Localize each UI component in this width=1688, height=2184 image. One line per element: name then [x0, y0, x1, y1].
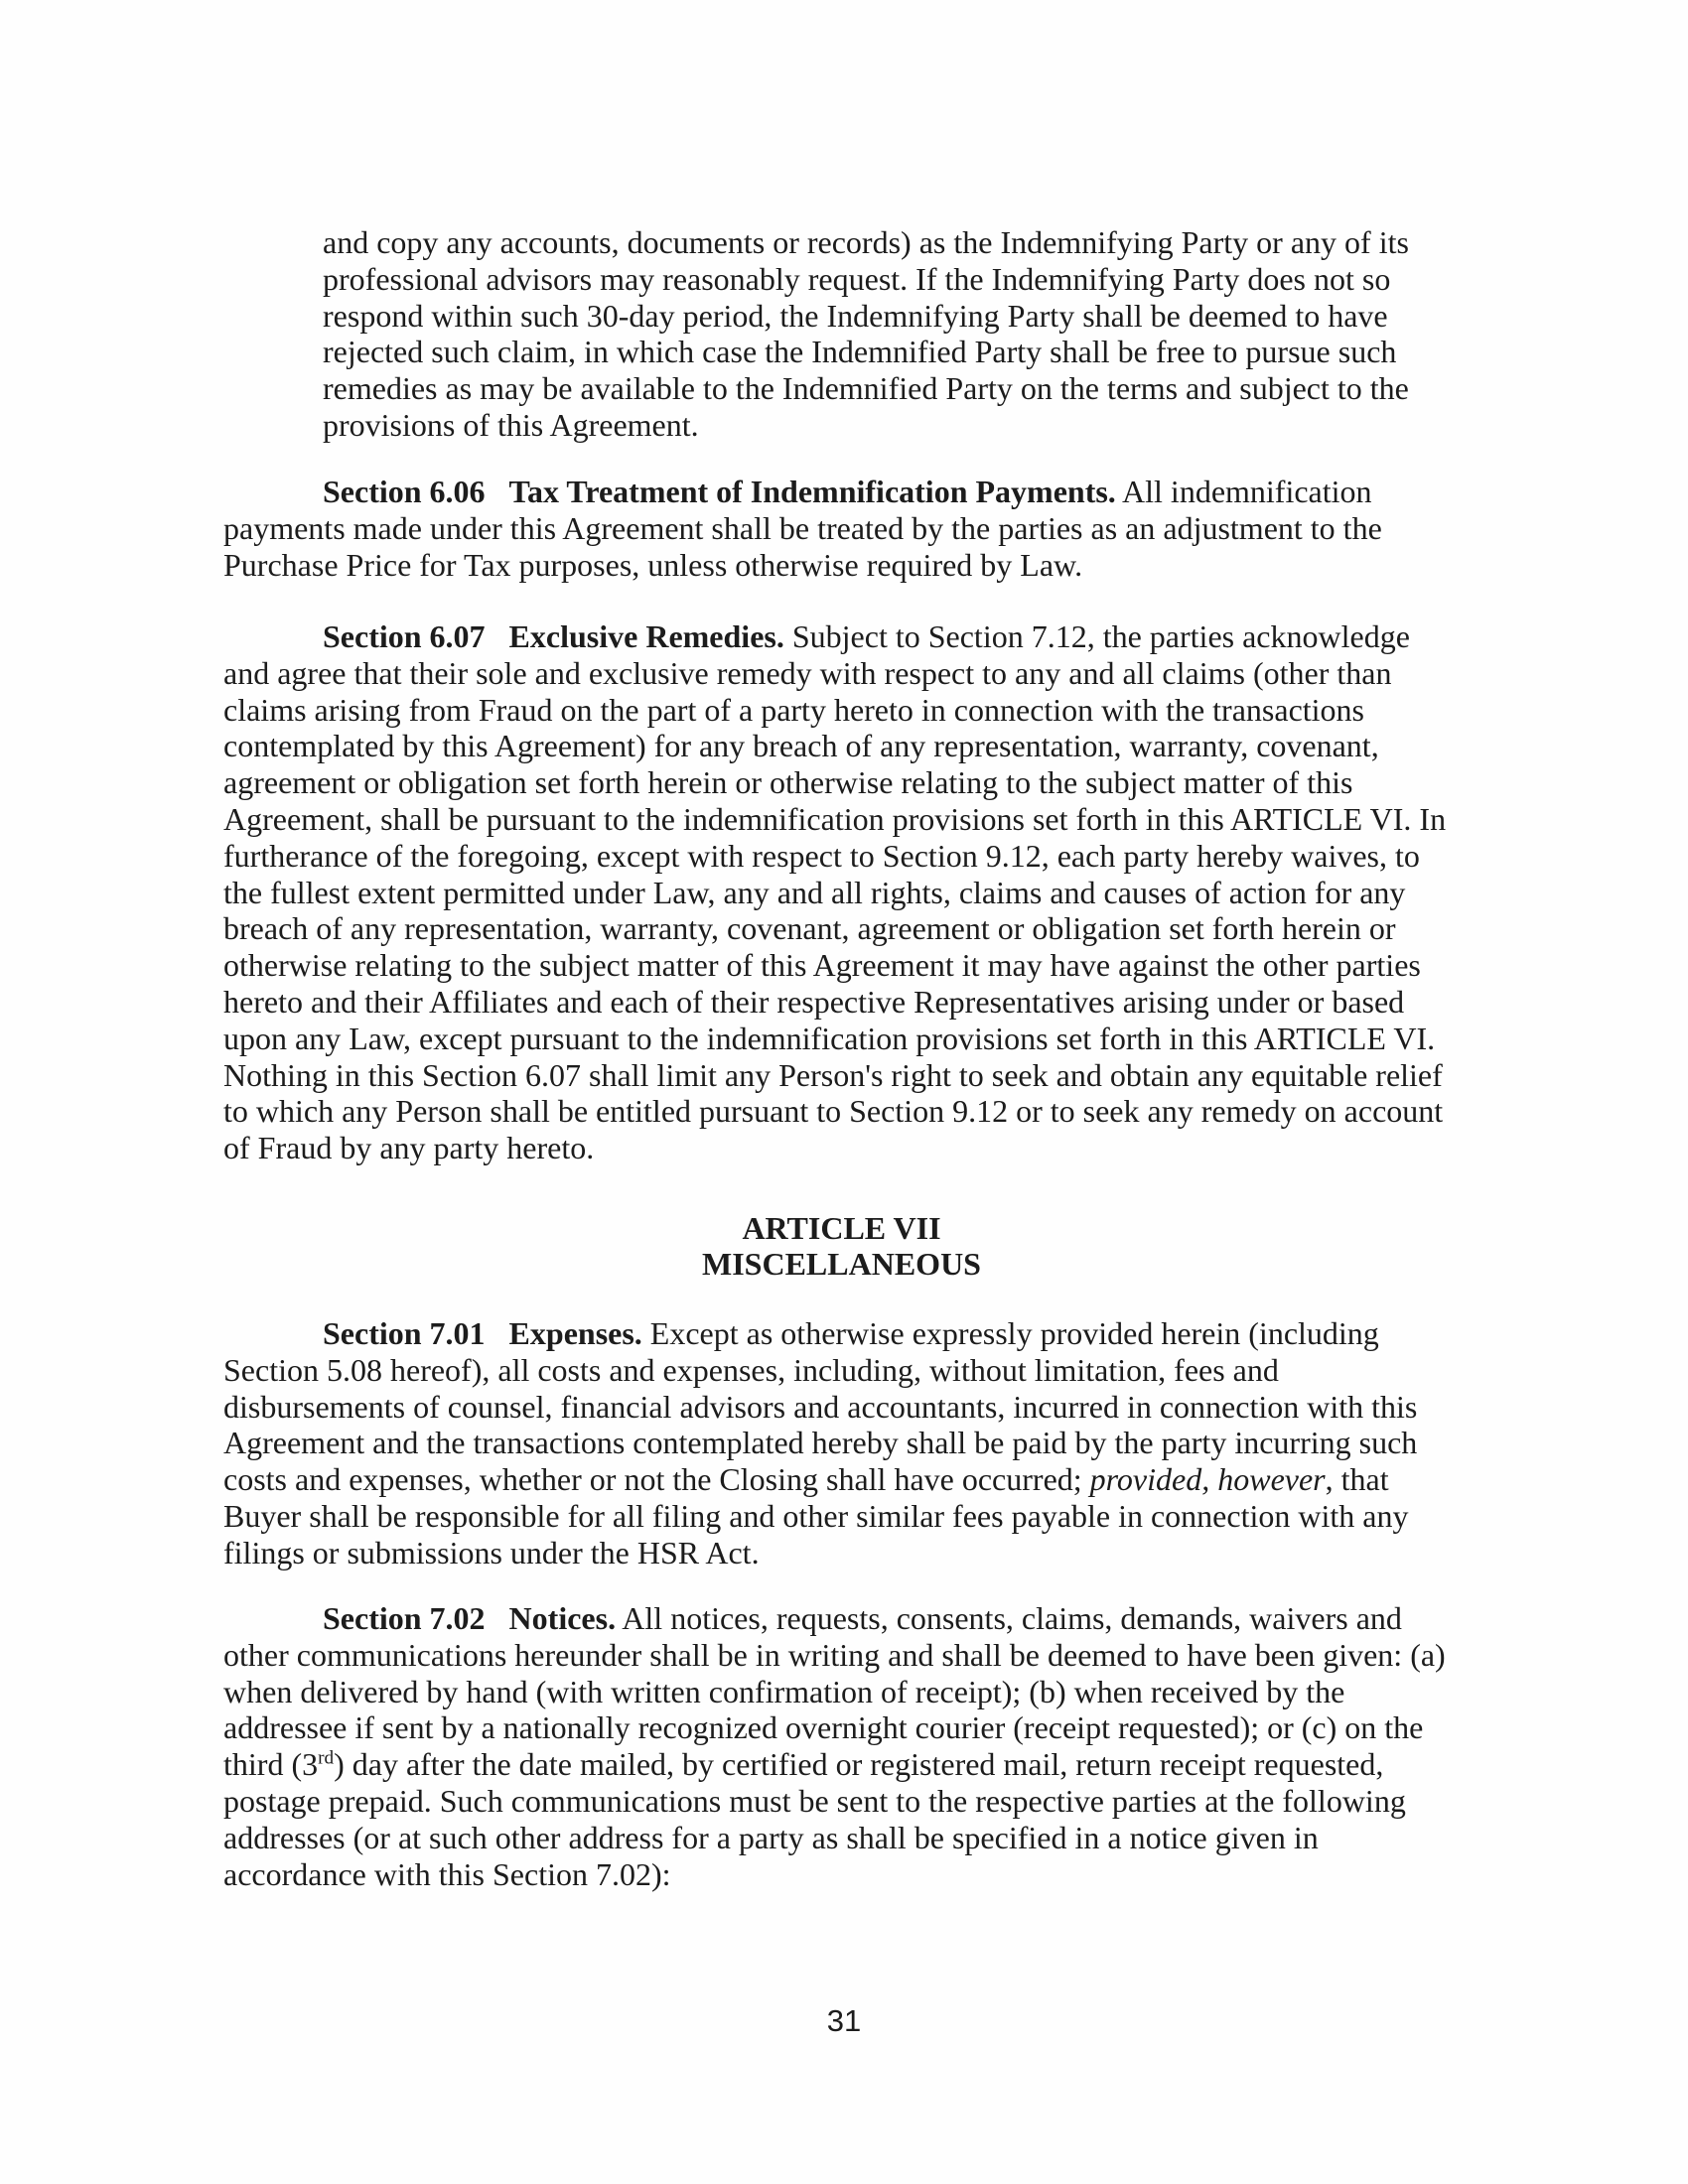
section-7-02: [223, 1600, 1460, 1892]
section-7-01: [223, 1315, 1460, 1571]
italic-phrase: provided, however: [1089, 1461, 1326, 1498]
section-number: Section 6.07: [323, 618, 486, 654]
section-6-07: [223, 618, 1460, 1166]
ordinal-superscript: rd: [318, 1747, 335, 1769]
section-body-part-a: Except as otherwise expressly provided herein (including Section 5.08 hereof), all costs and expenses, including, without limitation, fees and disbursements of counsel, financial advisors and accountants, incurred in connection with this Agreement and the transactions contemplated hereby shall be paid by the party incurring such costs and expenses, whether or not the Closing shall have occurred;: [223, 1315, 1418, 1498]
continuation-paragraph: and copy any accounts, documents or records) as the Indemnifying Party or any of its professional advisors may reasonably request. If the Indemnifying Party does not so respond within such 30-day period, the Indemnifying Party shall be deemed to have rejected such claim, in which case the Indemnified Party shall be free to pursue such remedies as may be available to the Indemnified Party on the terms and subject to the provisions of this Agreement.: [323, 224, 1409, 443]
section-body: Subject to Section 7.12, the parties acknowledge and agree that their sole and exclusive remedy with respect to any and all claims (other than claims arising from Fraud on the part of a party hereto in connection with the transactions contemplated by this Agreement) for any breach of any representation, warranty, covenant, agreement or obligation set forth herein or otherwise relating to the subject matter of this Agreement, shall be pursuant to the indemnification provisions set forth in this ARTICLE VI. In furtherance of the foregoing, except with respect to Section 9.12, each party hereby waives, to the fullest extent permitted under Law, any and all rights, claims and causes of action for any breach of any representation, warranty, covenant, agreement or obligation set forth herein or otherwise relating to the subject matter of this Agreement it may have against the other parties hereto and their Affiliates and each of their respective Representatives arising under or based upon any Law, except pursuant to the indemnification provisions set forth in this ARTICLE VI. Nothing in this Section 6.07 shall limit any Person's right to seek and obtain any equitable relief to which any Person shall be entitled pursuant to Section 9.12 or to seek any remedy on account of Fraud by any party hereto.: [223, 618, 1447, 1166]
section-title: Tax Treatment of Indemnification Payments.: [508, 474, 1116, 509]
section-body-part-b: ) day after the date mailed, by certified or registered mail, return receipt requested, postage prepaid. Such communications must be sent to the respective parties at the following addresses (or at such other address for a party as shall be specified in a notice given in accordance with this Section 7.02):: [223, 1746, 1406, 1892]
section-title: Exclusive Remedies.: [508, 618, 784, 654]
section-number: Section 6.06: [323, 474, 486, 509]
section-title: Expenses.: [508, 1315, 642, 1351]
section-body-part-b: , that Buyer shall be responsible for all filing and other similar fees payable in connection with any filings or submissions under the HSR Act.: [223, 1461, 1409, 1570]
article-number: ARTICLE VII: [742, 1210, 941, 1246]
section-body-part-a: All notices, requests, consents, claims, demands, waivers and other communications hereunder shall be in writing and shall be deemed to have been given: (a) when delivered by hand (with written confirmation of receipt); (b) when received by the addressee if sent by a nationally recognized overnight courier (receipt requested); or (c) on the third (3: [223, 1600, 1446, 1783]
section-6-06: [223, 474, 1460, 583]
section-body: All indemnification payments made under this Agreement shall be treated by the parties as an adjustment to the Purchase Price for Tax purposes, unless otherwise required by Law.: [223, 474, 1382, 583]
section-number: Section 7.02: [323, 1600, 486, 1636]
article-title: MISCELLANEOUS: [702, 1246, 981, 1282]
section-number: Section 7.01: [323, 1315, 486, 1351]
page-number: 31: [826, 2003, 862, 2038]
section-title: Notices.: [508, 1600, 617, 1636]
